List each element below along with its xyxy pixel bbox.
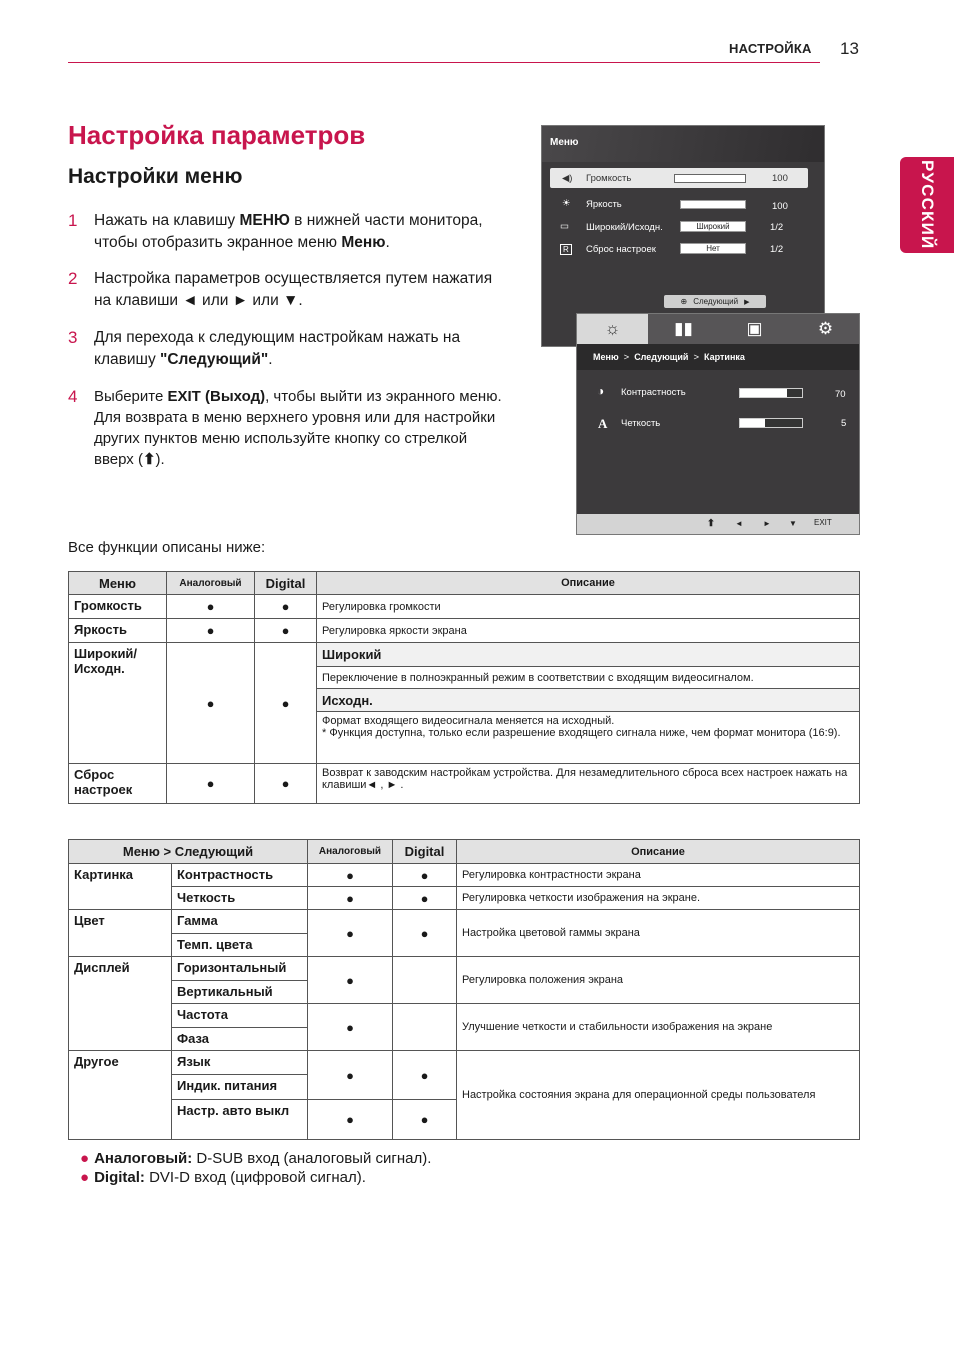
analog-dot: ● — [308, 864, 393, 887]
bullet-icon: ● — [80, 1150, 90, 1167]
aspect-icon: ▭ — [560, 221, 569, 232]
step-3 — [68, 327, 508, 371]
table-row — [69, 764, 860, 804]
language-tab — [900, 157, 954, 253]
digital-dot: ● — [393, 887, 457, 910]
osd-row-value: 70 — [835, 389, 846, 400]
step-number: 3 — [68, 328, 78, 347]
tab-other[interactable]: ⚙ — [817, 319, 834, 338]
row-desc: Настройка состояния экрана для операционной среды пользователя — [457, 1051, 860, 1140]
osd-row-label: Широкий/Исходн. — [586, 222, 663, 233]
osd-picture-menu — [576, 313, 860, 535]
note-analog: ● Аналоговый: D-SUB вход (аналоговый сигнал). — [80, 1150, 432, 1167]
item-label: Темп. цвета — [172, 934, 308, 957]
running-header: НАСТРОЙКА — [729, 41, 812, 56]
sub-heading: Широкий — [317, 643, 860, 667]
group-name: Цвет — [69, 910, 172, 957]
row-name: Яркость — [69, 619, 167, 643]
osd-title: Меню — [550, 137, 579, 148]
col-header: Аналоговый — [308, 840, 393, 864]
sharpness-slider[interactable] — [739, 418, 803, 428]
group-name: Дисплей — [69, 957, 172, 1051]
up-arrow-icon: ⬆ — [142, 451, 156, 468]
osd-option-box[interactable]: Нет — [680, 243, 746, 254]
right-arrow-icon[interactable]: ► — [763, 519, 771, 528]
row-desc: Формат входящего видеосигнала меняется на исходный. * Функция доступна, только если разрешение входящего сигнала ниже, чем формат монитора (16:9). — [317, 712, 860, 764]
col-header: Меню — [69, 572, 167, 595]
table-row — [69, 910, 860, 934]
plus-icon: ⊕ — [680, 297, 688, 306]
step-1 — [68, 210, 508, 254]
analog-dot: ● — [167, 643, 255, 764]
contrast-icon: ◑ — [597, 384, 605, 398]
digital-dot: ● — [255, 595, 317, 619]
digital-dot: ● — [393, 910, 457, 957]
sharpness-icon: A — [598, 416, 608, 431]
osd-row-label: Громкость — [586, 173, 632, 184]
table-row — [69, 1051, 860, 1075]
osd-slider[interactable] — [674, 174, 746, 183]
osd-title-bar — [542, 126, 824, 162]
row-desc: Возврат к заводским настройкам устройства. Для незамедлительного сброса всех настроек нажать на клавиши◄ , ► . — [317, 764, 860, 804]
tab-display[interactable]: ▣ — [746, 319, 763, 338]
row-name: Громкость — [69, 595, 167, 619]
contrast-slider[interactable] — [739, 388, 803, 398]
sub-heading: Исходн. — [317, 689, 860, 712]
step-text: Выберите EXIT (Выход), чтобы выйти из экранного меню. Для возврата в меню верхнего уровня или для настройки других пунктов меню используйте кнопку со стрелкой вверх (⬆). — [94, 388, 502, 468]
up-arrow-icon[interactable]: ⬆ — [707, 518, 715, 529]
table-row — [69, 887, 860, 910]
osd-tabs — [577, 314, 859, 344]
section-title: Настройки меню — [68, 165, 243, 188]
digital-dot: ● — [255, 619, 317, 643]
left-arrow-icon[interactable]: ◄ — [735, 519, 743, 528]
digital-dot: ● — [393, 864, 457, 887]
row-name: Широкий/ Исходн. — [69, 643, 167, 764]
down-arrow-icon[interactable]: ▼ — [789, 519, 797, 528]
row-desc: Настройка цветовой гаммы экрана — [457, 910, 860, 957]
item-label: Гамма — [172, 910, 308, 934]
reset-icon: R — [560, 244, 572, 255]
analog-dot: ● — [308, 1051, 393, 1100]
bullet-icon: ● — [80, 1169, 90, 1186]
menu-table — [68, 571, 860, 804]
header-rule — [68, 62, 820, 63]
language-tab-label: РУССКИЙ — [918, 160, 937, 250]
row-desc: Регулировка яркости экрана — [317, 619, 860, 643]
col-header: Аналоговый — [167, 572, 255, 595]
digital-empty — [393, 957, 457, 1004]
table-row — [69, 957, 860, 981]
analog-dot: ● — [308, 910, 393, 957]
analog-dot: ● — [308, 957, 393, 1004]
step-4 — [68, 386, 508, 470]
digital-dot: ● — [255, 764, 317, 804]
row-desc: Регулировка контрастности экрана — [457, 864, 860, 887]
item-label: Горизонтальный — [172, 957, 308, 981]
col-header: Описание — [457, 840, 860, 864]
item-label: Четкость — [172, 887, 308, 910]
item-label: Индик. питания — [172, 1075, 308, 1100]
intro-text: Все функции описаны ниже: — [68, 539, 266, 556]
col-header: Digital — [255, 572, 317, 595]
table-row — [69, 595, 860, 619]
row-desc: Переключение в полноэкранный режим в соответствии с входящим видеосигналом. — [317, 667, 860, 689]
osd-footer — [577, 514, 859, 534]
osd-row-value: 5 — [841, 418, 847, 429]
step-number: 1 — [68, 211, 78, 230]
osd-row-value: 100 — [772, 201, 788, 212]
osd-option-box[interactable]: Широкий — [680, 221, 746, 232]
page-number: 13 — [840, 39, 859, 58]
exit-button[interactable]: EXIT — [814, 518, 832, 527]
item-label: Настр. авто выкл — [172, 1100, 308, 1140]
group-name: Другое — [69, 1051, 172, 1140]
step-number: 4 — [68, 387, 78, 406]
osd-row-value: 1/2 — [770, 222, 784, 233]
digital-empty — [393, 1004, 457, 1051]
row-desc: Регулировка положения экрана — [457, 957, 860, 1004]
next-menu-table — [68, 839, 860, 1140]
page-title: Настройка параметров — [68, 120, 366, 150]
speaker-icon: ◀) — [562, 173, 573, 184]
analog-dot: ● — [308, 1004, 393, 1051]
step-text: Настройка параметров осуществляется путем нажатия на клавиши ◄ или ► или ▼. — [94, 270, 493, 309]
row-name: Сброс настроек — [69, 764, 167, 804]
analog-dot: ● — [167, 595, 255, 619]
digital-dot: ● — [255, 643, 317, 764]
table-row — [69, 619, 860, 643]
analog-dot: ● — [308, 887, 393, 910]
osd-row-label: Контрастность — [621, 387, 686, 398]
col-header: Описание — [317, 572, 860, 595]
row-desc: Улучшение четкости и стабильности изображения на экране — [457, 1004, 860, 1051]
item-label: Контрастность — [172, 864, 308, 887]
analog-dot: ● — [308, 1100, 393, 1140]
osd-slider[interactable] — [680, 200, 746, 209]
next-button[interactable]: ⊕ Следующий ▶ — [664, 295, 766, 308]
osd-row-label: Яркость — [586, 199, 622, 210]
item-label: Частота — [172, 1004, 308, 1028]
item-label: Язык — [172, 1051, 308, 1075]
group-name: Картинка — [69, 864, 172, 910]
tab-color[interactable]: ▮▮ — [674, 319, 693, 338]
row-desc: Регулировка громкости — [317, 595, 860, 619]
col-header: Меню > Следующий — [69, 840, 308, 864]
tab-picture[interactable]: ☼ — [577, 314, 648, 344]
digital-dot: ● — [393, 1051, 457, 1100]
osd-row-label: Сброс настроек — [586, 244, 656, 255]
col-header: Digital — [393, 840, 457, 864]
row-desc: Регулировка четкости изображения на экране. — [457, 887, 860, 910]
osd-row-value: 1/2 — [770, 244, 784, 255]
digital-dot: ● — [393, 1100, 457, 1140]
item-label: Фаза — [172, 1028, 308, 1051]
item-label: Вертикальный — [172, 981, 308, 1004]
table-row — [69, 1004, 860, 1028]
step-text: Нажать на клавишу МЕНЮ в нижней части монитора, чтобы отобразить экранное меню Меню. — [94, 212, 483, 251]
table-row — [69, 643, 860, 667]
table-row — [69, 864, 860, 887]
note-digital: ● Digital: DVI-D вход (цифровой сигнал). — [80, 1169, 366, 1186]
breadcrumb: Меню > Следующий > Картинка — [577, 344, 859, 370]
analog-dot: ● — [167, 764, 255, 804]
step-2 — [68, 268, 508, 312]
step-text: Для перехода к следующим настройкам нажать на клавишу "Следующий". — [94, 329, 461, 368]
osd-row-value: 100 — [772, 173, 788, 184]
step-number: 2 — [68, 269, 78, 288]
analog-dot: ● — [167, 619, 255, 643]
brightness-icon: ☀ — [562, 198, 571, 209]
osd-row-label: Четкость — [621, 418, 661, 429]
right-arrow-icon: ▶ — [744, 298, 750, 306]
